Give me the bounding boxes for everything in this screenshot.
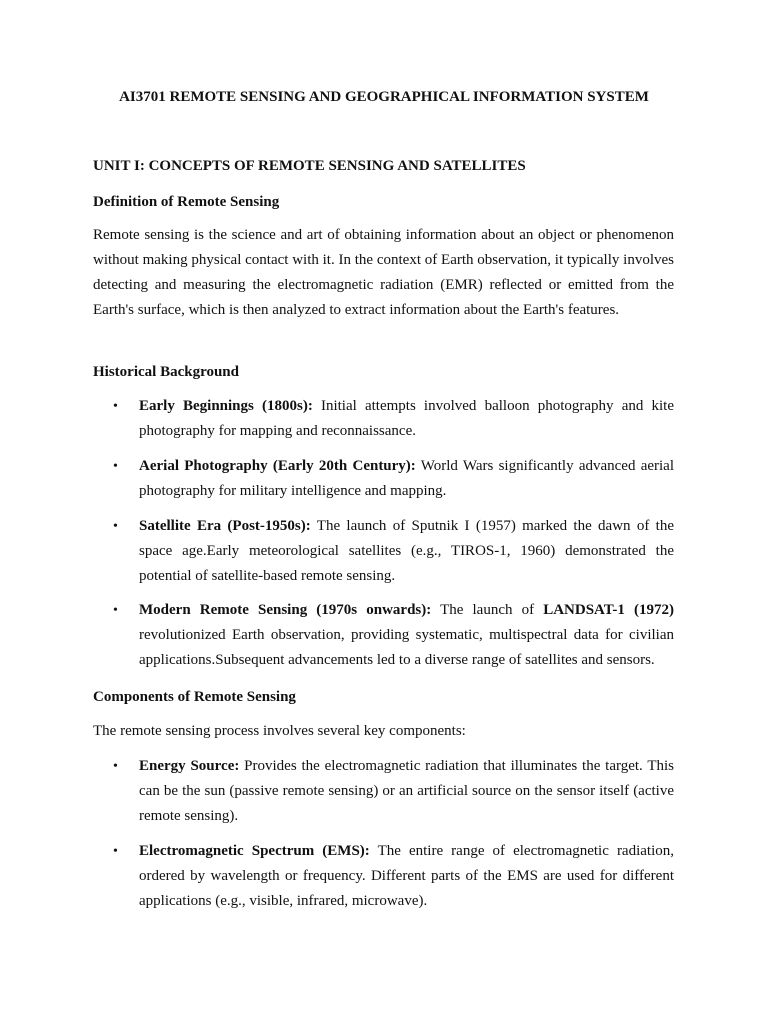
history-item-label: Satellite Era (Post-1950s): (139, 518, 311, 534)
document-page (93, 0, 674, 1024)
component-item-body: The entire range of electromagnetic radiation, ordered by wavelength or frequency. Different parts of the EMS are used for different applications (e.g., visible, infrared, microwave). (139, 843, 675, 909)
component-item-label: Electromagnetic Spectrum (EMS): (139, 843, 370, 859)
history-item-body: The launch of (431, 602, 544, 618)
history-item-early-beginnings (93, 394, 674, 444)
history-item-body: Initial attempts involved balloon photography and kite photography for mapping and reconnaissance. (139, 398, 674, 439)
history-item-label: Early Beginnings (1800s): (139, 398, 313, 414)
history-item-modern-remote-sensing (93, 598, 674, 673)
unit-heading: UNIT I: CONCEPTS OF REMOTE SENSING AND SATELLITES (93, 158, 526, 174)
history-item-text (139, 454, 674, 504)
component-item-text (139, 839, 674, 914)
history-item-text (139, 598, 674, 673)
bullet-icon: • (113, 759, 118, 774)
document-title: AI3701 REMOTE SENSING AND GEOGRAPHICAL INFORMATION SYSTEM (119, 89, 649, 105)
component-item-label: Energy Source: (139, 758, 240, 774)
landsat-highlight: LANDSAT-1 (1972) (543, 602, 674, 618)
history-item-body: The launch of Sputnik I (1957) marked the dawn of the space age.Early meteorological satellites (e.g., TIROS-1, 1960) demonstrated the potential of satellite-based remote sensing. (139, 518, 674, 584)
bullet-icon: • (113, 519, 118, 534)
history-item-text (139, 514, 674, 589)
components-heading: Components of Remote Sensing (93, 689, 296, 705)
components-intro: The remote sensing process involves several key components: (93, 723, 466, 739)
bullet-icon: • (113, 399, 118, 414)
component-item-body: Provides the electromagnetic radiation that illuminates the target. This can be the sun (passive remote sensing) or an artificial source on the sensor itself (active remote sensing). (139, 758, 675, 824)
definition-heading: Definition of Remote Sensing (93, 194, 280, 210)
history-item-label: Modern Remote Sensing (1970s onwards): (139, 602, 432, 618)
component-item-energy-source (93, 754, 674, 829)
bullet-icon: • (113, 844, 118, 859)
history-item-label: Aerial Photography (Early 20th Century): (139, 458, 416, 474)
history-item-body-continued: revolutionized Earth observation, providing systematic, multispectral data for civilian applications.Subsequent advancements led to a diverse range of satellites and sensors. (139, 627, 674, 668)
history-heading: Historical Background (93, 364, 239, 380)
component-item-text (139, 754, 674, 829)
definition-paragraph: Remote sensing is the science and art of obtaining information about an object or phenomenon without making physical contact with it. In the context of Earth observation, it typically involves detecting and measuring the electromagnetic radiation (EMR) reflected or emitted from the Earth's surface, which is then analyzed to extract information about the Earth's features. (93, 227, 674, 318)
history-item-aerial-photography (93, 454, 674, 504)
bullet-icon: • (113, 603, 118, 618)
bullet-icon: • (113, 459, 118, 474)
history-item-satellite-era (93, 514, 674, 589)
component-item-ems (93, 839, 674, 914)
history-item-body: World Wars significantly advanced aerial photography for military intelligence and mapping. (139, 458, 674, 499)
history-item-text (139, 394, 674, 444)
